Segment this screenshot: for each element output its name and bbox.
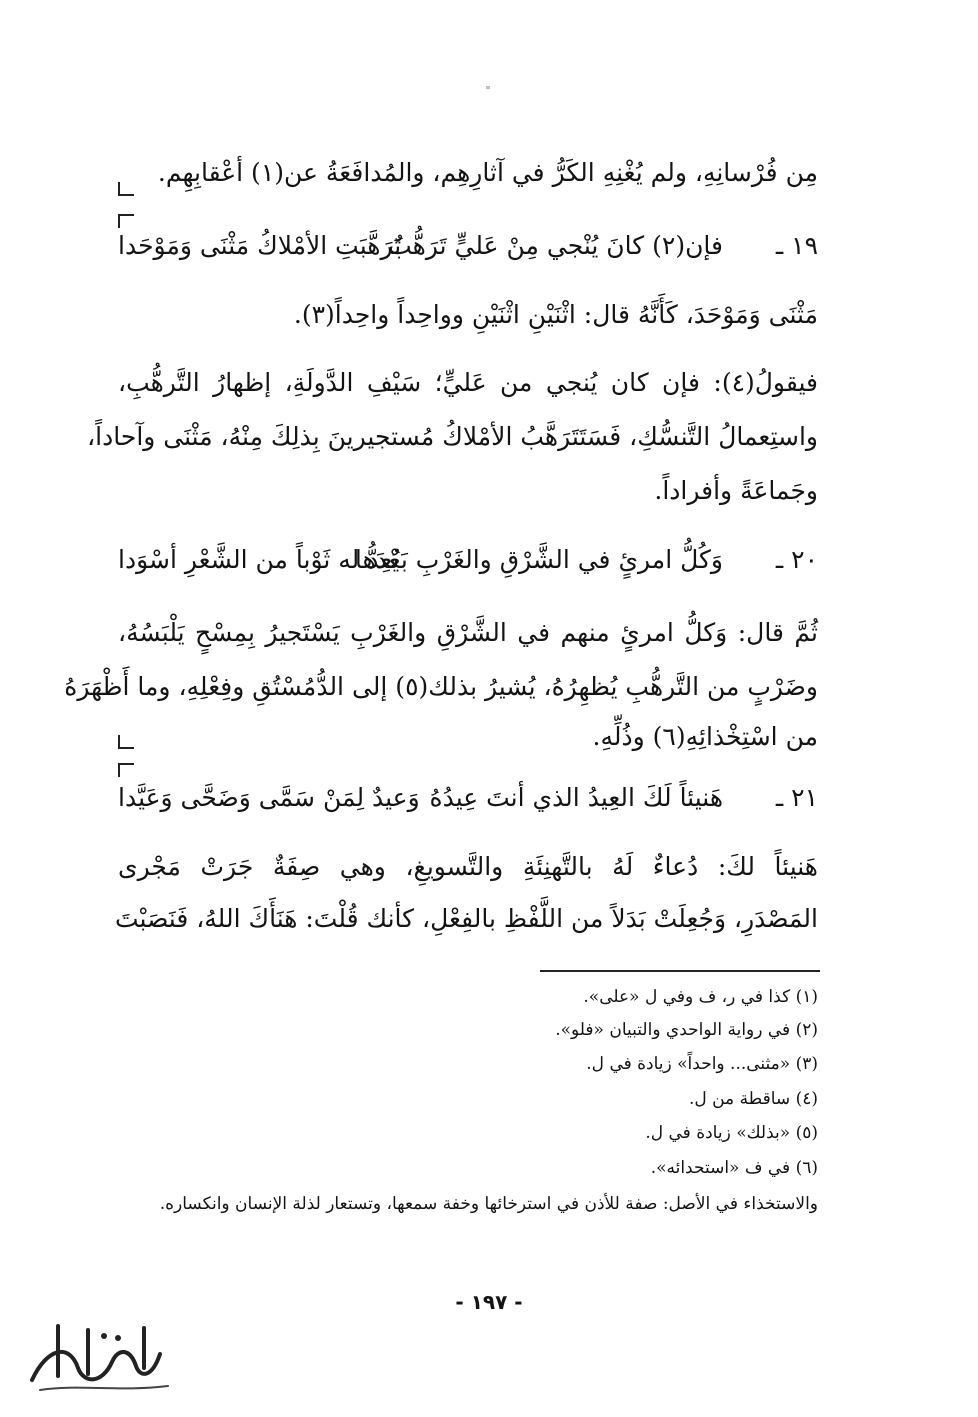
body-line-5: وجَماعَةً وأفراداً. [654, 476, 818, 505]
verse-19 [118, 228, 818, 264]
verse-20 [118, 542, 818, 578]
footnote-4: (٤) ساقطة من ل. [688, 1089, 818, 1109]
section-open-mark [118, 763, 134, 777]
footnote-1: (١) كذا في ر، ف وفي ل «على». [583, 987, 818, 1007]
verse-number: ٢٠ ـ [775, 545, 818, 574]
body-line-4: واستِعمالُ التَّنسُّكِ، فَسَتَتَرَهَّبُ الأمْلاكُ مُستجيرينَ بِذلِكَ مِنْهُ، مَثْنَى وآحاداً، [87, 422, 818, 451]
body-line-2: مَثْنَى وَمَوْحَدَ، كَأَنَّهُ قال: اثْنَيْنِ اثْنَيْنِ وواحِداً واحِداً(٣). [293, 300, 818, 329]
calligraphy-logo [18, 1318, 178, 1398]
verse-second-hemistich: تَرَهَّبَتِ الأمْلاكُ مَثْنَى وَمَوْحَدا [118, 231, 402, 260]
body-line-6: ثُمَّ قال: وَكلُّ امرئٍ منهم في الشَّرْقِ والغَرْبِ يَسْتَجيرُ بِمِسْحٍ يَلْبَسُهُ، [118, 618, 818, 647]
verse-21 [118, 780, 818, 816]
footnote-2: (٢) في رواية الواحدي والتبيان «فلو». [555, 1020, 818, 1040]
footnote-5: (٥) «بذلك» زيادة في ل. [645, 1123, 818, 1143]
verse-number: ٢١ ـ [775, 783, 818, 812]
verse-second-hemistich: وَعيدٌ لِمَنْ سَمَّى وَضَحَّى وَعَيَّدا [118, 783, 420, 812]
section-open-mark [118, 214, 134, 228]
body-line-3: فيقولُ(٤): فإن كان يُنجي من عَليٍّ؛ سَيْفِ الدَّولَةِ، إظهارُ التَّرهُّبِ، [118, 368, 818, 397]
page-number: - ١٩٧ - [455, 1290, 523, 1314]
body-line-10: المَصْدَرِ، وَجُعِلَتْ بَدَلاً من اللَّفْظِ بالفِعْلِ، كأنك قُلْتَ: هَنَأَكَ اللهُ، فَنَصَبْتَ [115, 904, 818, 933]
verse-second-hemistich: يُعِدُّ له ثَوْباً من الشَّعْرِ أسْوَدا [118, 545, 400, 574]
section-close-mark [118, 735, 134, 749]
verse-first-hemistich: فإن(٢) كانَ يُنْجي مِنْ عَليٍّ تَرَهُّبٌ [388, 231, 723, 260]
body-line-9: هَنيئاً لكَ: دُعاءٌ لَهُ بالتَّهنِئَةِ والتَّسويغِ، وهي صِفَةٌ جَرَتْ مَجْرى [118, 852, 818, 881]
section-close-mark [118, 182, 134, 196]
verse-number: ١٩ ـ [775, 231, 818, 260]
body-line-8: من اسْتِخْذائِهِ(٦) وذُلِّهِ. [592, 722, 818, 751]
footnote-rule [540, 970, 820, 972]
verse-first-hemistich: وَكُلُّ امرئٍ في الشَّرْقِ والغَرْبِ بَعْدَها [354, 545, 723, 574]
body-line-7: وضَرْبٍ من التَّرهُّبِ يُظهِرُهُ، يُشيرُ بذلك(٥) إلى الدُّمُسْتُقِ وفِعْلِهِ، وما أَظْهَرَهُ [64, 672, 818, 701]
verse-first-hemistich: هَنيئاً لَكَ العِيدُ الذي أنتَ عِيدُهُ [429, 783, 723, 812]
footnote-6: (٦) في ف «استحدائه». [650, 1158, 818, 1178]
scan-speck [486, 86, 490, 89]
body-line-1: مِن فُرْسانِهِ، ولم يُغْنِهِ الكَرُّ في آثارِهِم، والمُدافَعَةُ عن(١) أعْقابِهِم. [157, 158, 818, 187]
footnote-6-continuation: والاستخذاء في الأصل: صفة للأذن في استرخائها وخفة سمعها، وتستعار لذلة الإنسان وانكساره. [159, 1194, 818, 1214]
footnote-3: (٣) «مثنى... واحداً» زيادة في ل. [586, 1054, 818, 1074]
